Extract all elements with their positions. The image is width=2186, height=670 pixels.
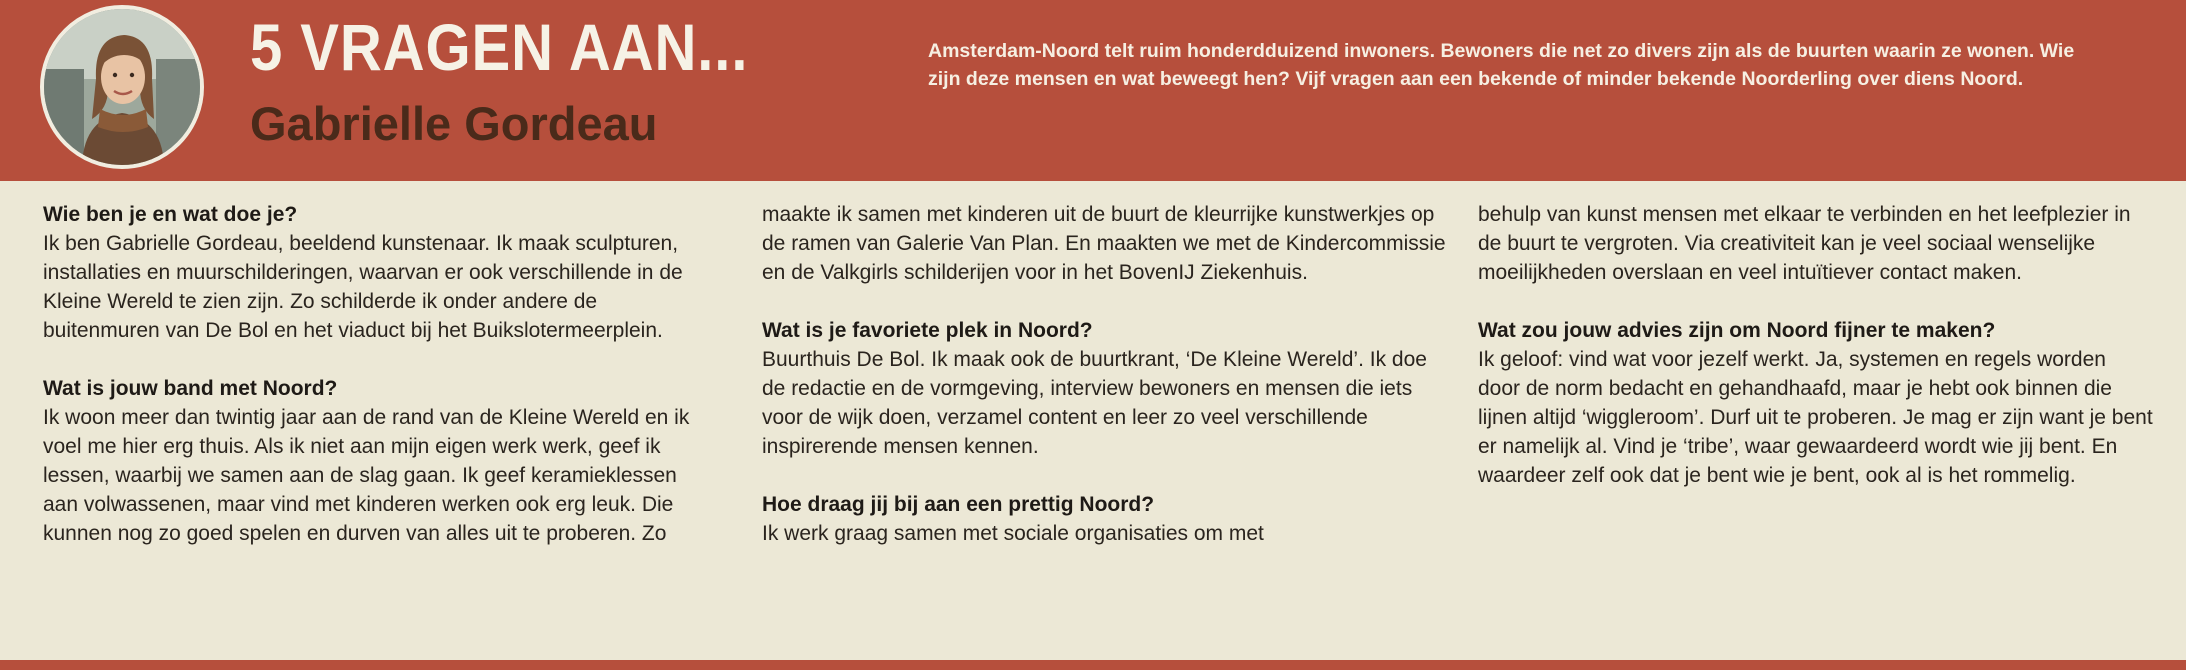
portrait-illustration bbox=[44, 9, 200, 165]
article-column-1 bbox=[43, 200, 695, 548]
question-5: Wat zou jouw advies zijn om Noord fijner te maken? bbox=[1478, 319, 1996, 342]
answer-2: Ik woon meer dan twintig jaar aan de rand van de Kleine Wereld en ik voel me hier erg thuis. Als ik niet aan mijn eigen werk werk, geef ik lessen, waarbij we samen aan de slag gaan. Ik geef keramieklessen aan volwassenen, maar vind met kinderen werken ook erg leuk. Die kunnen nog zo goed spelen en durven van alles uit te proberen. Zo bbox=[43, 406, 690, 545]
column-title: 5 VRAGEN AAN... bbox=[250, 10, 749, 84]
bottom-bar bbox=[0, 660, 2186, 670]
article-column-2 bbox=[762, 200, 1452, 548]
answer-3: Buurthuis De Bol. Ik maak ook de buurtkrant, ‘De Kleine Wereld’. Ik doe de redactie en de vormgeving, interview bewoners en mensen die iets voor de wijk doen, verzamel content en leer zo veel verschillende inspirerende mensen kennen. bbox=[762, 348, 1427, 458]
portrait-photo bbox=[40, 5, 204, 169]
answer-1: Ik ben Gabrielle Gordeau, beeldend kunstenaar. Ik maak sculpturen, installaties en muurschilderingen, waarvan er ook verschillende in de Kleine Wereld te zien zijn. Zo schilderde ik onder andere de buitenmuren van De Bol en het viaduct bij het Buikslotermeerplein. bbox=[43, 232, 683, 342]
article-column-3 bbox=[1478, 200, 2153, 490]
header-banner bbox=[0, 0, 2186, 181]
intro-text: Amsterdam-Noord telt ruim honderdduizend inwoners. Bewoners die net zo divers zijn als de buurten waarin ze wonen. Wie zijn deze mensen en wat beweegt hen? Vijf vragen aan een bekende of minder bekende Noorderling over diens Noord. bbox=[928, 40, 2075, 90]
question-4: Hoe draag jij bij aan een prettig Noord? bbox=[762, 493, 1155, 516]
interviewee-name: Gabrielle Gordeau bbox=[250, 97, 658, 150]
answer-4-continued: behulp van kunst mensen met elkaar te verbinden en het leefplezier in de buurt te vergroten. Via creativiteit kan je veel sociaal wenselijke moeilijkheden overslaan en veel intuïtiever contact maken. bbox=[1478, 203, 2131, 284]
question-2: Wat is jouw band met Noord? bbox=[43, 377, 338, 400]
question-1: Wie ben je en wat doe je? bbox=[43, 203, 298, 226]
answer-5: Ik geloof: vind wat voor jezelf werkt. Ja, systemen en regels worden door de norm bedacht en gehandhaafd, maar je hebt ook binnen die lijnen altijd ‘wiggleroom’. Durf uit te proberen. Je mag er zijn want je bent er namelijk al. Vind je ‘tribe’, waar gewaardeerd wordt wie jij bent. En waardeer zelf ook dat je bent wie je bent, ook al is het rommelig. bbox=[1478, 348, 2153, 487]
answer-4: Ik werk graag samen met sociale organisaties om met bbox=[762, 522, 1264, 545]
question-3: Wat is je favoriete plek in Noord? bbox=[762, 319, 1093, 342]
answer-2-continued: maakte ik samen met kinderen uit de buurt de kleurrijke kunstwerkjes op de ramen van Galerie Van Plan. En maakten we met de Kindercommissie en de Valkgirls schilderijen voor in het BovenIJ Ziekenhuis. bbox=[762, 203, 1446, 284]
